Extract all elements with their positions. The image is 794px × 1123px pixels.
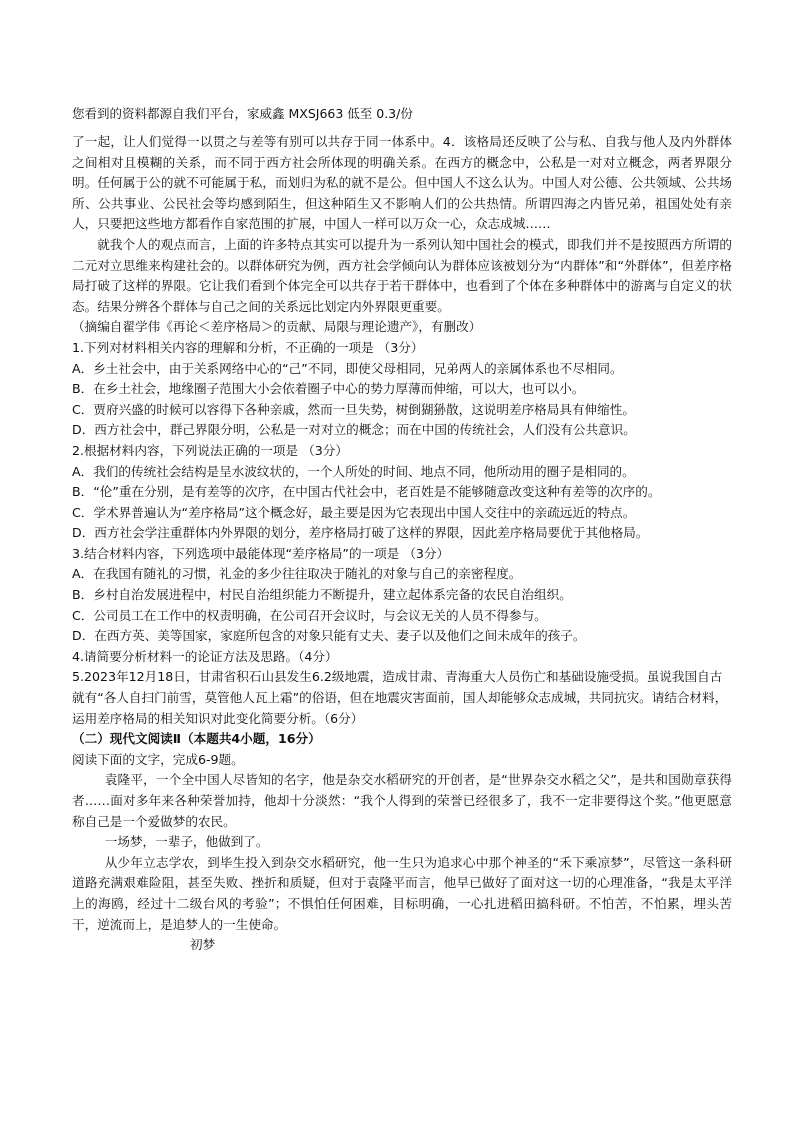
question-2-option-b: B．“伦”重在分别，是有差等的次序，在中国古代社会中，老百姓是不能够随意改变这种有差等的次序的。	[72, 484, 661, 500]
question-1-option-a: A．乡土社会中，由于关系网络中心的“己”不同，即使父母相同，兄弟两人的亲属体系也不尽相同。	[72, 360, 623, 376]
question-1-option-c: C．贾府兴盛的时候可以容得下各种亲戚，然而一旦失势，树倒猢狲散，这说明差序格局具有伸缩性。	[72, 401, 635, 417]
question-1-option-b: B．在乡土社会，地缘圈子范围大小会依着圈子中心的势力厚薄而伸缩，可以大，也可以小。	[72, 381, 585, 397]
section-2-subtitle: 初梦	[190, 937, 216, 953]
header-notice: 您看到的资料都源自我们平台，家威鑫 MXSJ663 低至 0.3/份	[72, 106, 413, 121]
section-2-paragraph: 一场梦，一辈子，他做到了。	[104, 834, 269, 850]
section-2-paragraph: 从少年立志学农，到毕生投入到杂交水稻研究，他一生只为追求心中那个神圣的“禾下乘凉梦”，尽管这一条科研道路充满艰难险阻，甚至失败、挫折和质疑，但对于袁隆平而言，他早已做好了面对这一切的心理准备，“我是太平洋上的海鸥，经过十二级台风的考验”；不惧怕任何困难，目标明确，一心扎进稻田搞科研。不怕苦，不怕累，埋头苦干，逆流而上，是追梦人的一生使命。	[72, 854, 732, 932]
question-2-option-d: D．西方社会学注重群体内外界限的划分，差序格局打破了这样的界限，因此差序格局要优于其他格局。	[72, 525, 649, 541]
question-1-stem: 1.下列对材料相关内容的理解和分析，不正确的一项是 （3分）	[72, 339, 424, 355]
question-2-stem: 2.根据材料内容，下列说法正确的一项是 （3分）	[72, 442, 348, 458]
question-3-option-a: A．在我国有随礼的习惯，礼金的多少往往取决于随礼的对象与自己的亲密程度。	[72, 566, 522, 582]
passage-paragraph: 了一起，让人们觉得一以贯之与差等有别可以共存于同一体系中。4．该格局还反映了公与私、自我与他人及内外群体之间相对且模糊的关系，而不同于西方社会所体现的明确关系。在西方的概念中，公私是一对对立概念，两者界限分明。任何属于公的就不可能属于私，而划归为私的就不是公。但中国人不这么认为。中国人对公德、公共领域、公共场所、公共事业、公民社会等均感到陌生，但这种陌生又不影响人们的公共热情。所谓四海之内皆兄弟，祖国处处有亲人，只要把这些地方都看作自家范围的扩展，中国人一样可以万众一心，众志成城……	[72, 134, 732, 232]
question-3-option-c: C．公司员工在工作中的权责明确，在公司召开会议时，与会议无关的人员不得参与。	[72, 607, 547, 623]
question-1-option-d: D．西方社会中，群己界限分明，公私是一对对立的概念；而在中国的传统社会，人们没有公共意识。	[72, 422, 636, 438]
document-page	[72, 104, 732, 956]
question-4-stem: 4.请简要分析材料一的论证方法及思路。（4分）	[72, 648, 338, 664]
question-3-option-b: B．乡村自治发展进程中，村民自治组织能力不断提升，建立起体系完备的农民自治组织。	[72, 587, 572, 603]
section-2-title: （二）现代文阅读Ⅱ（本题共4小题，16分）	[72, 731, 321, 747]
section-2-instruction: 阅读下面的文字，完成6-9题。	[72, 751, 244, 767]
passage-paragraph: 就我个人的观点而言，上面的许多特点其实可以提升为一系列认知中国社会的模式，即我们并不是按照西方所谓的二元对立思维来构建社会的。以群体研究为例，西方社会学倾向认为群体应该被划分为“内群体”和“外群体”，但差序格局打破了这样的界限。它让我们看到个体完全可以共存于若干群体中，也看到了个体在多种群体中的游离与自定义的状态。结果分辨各个群体与自己之间的关系远比划定内外界限更重要。	[72, 236, 732, 314]
question-3-option-d: D．在西方英、美等国家，家庭所包含的对象只能有丈夫、妻子以及他们之间未成年的孩子。	[72, 628, 586, 644]
question-3-stem: 3.结合材料内容，下列选项中最能体现“差序格局”的一项是 （3分）	[72, 545, 450, 561]
source-citation: （摘编自翟学伟《再论＜差序格局＞的贡献、局限与理论遗产》，有删改）	[72, 319, 482, 335]
question-2-option-a: A．我们的传统社会结构是呈水波纹状的，一个人所处的时间、地点不同，他所动用的圈子是相同的。	[72, 463, 635, 479]
question-5-stem: 5.2023年12月18日，甘肃省积石山县发生6.2级地震，造成甘肃、青海重大人员伤亡和基础设施受损。虽说我国自古就有“各人自扫门前雪，莫管他人瓦上霜”的俗语，但在地震灾害面前，国人却能够众志成城，共同抗灾。请结合材料，运用差序格局的相关知识对此变化简要分析。（6分）	[72, 669, 728, 726]
question-2-option-c: C．学术界普遍认为“差序格局”这个概念好，最主要是因为它表现出中国人交往中的亲疏远近的特点。	[72, 504, 636, 520]
section-2-paragraph: 袁隆平，一个全中国人尽皆知的名字，他是杂交水稻研究的开创者，是“世界杂交水稻之父”，是共和国勋章获得者……面对多年来各种荣誉加持，他却十分淡然：“我个人得到的荣誉已经很多了，我不一定非要得这个奖。”他更愿意称自己是一个爱做梦的农民。	[72, 772, 732, 829]
